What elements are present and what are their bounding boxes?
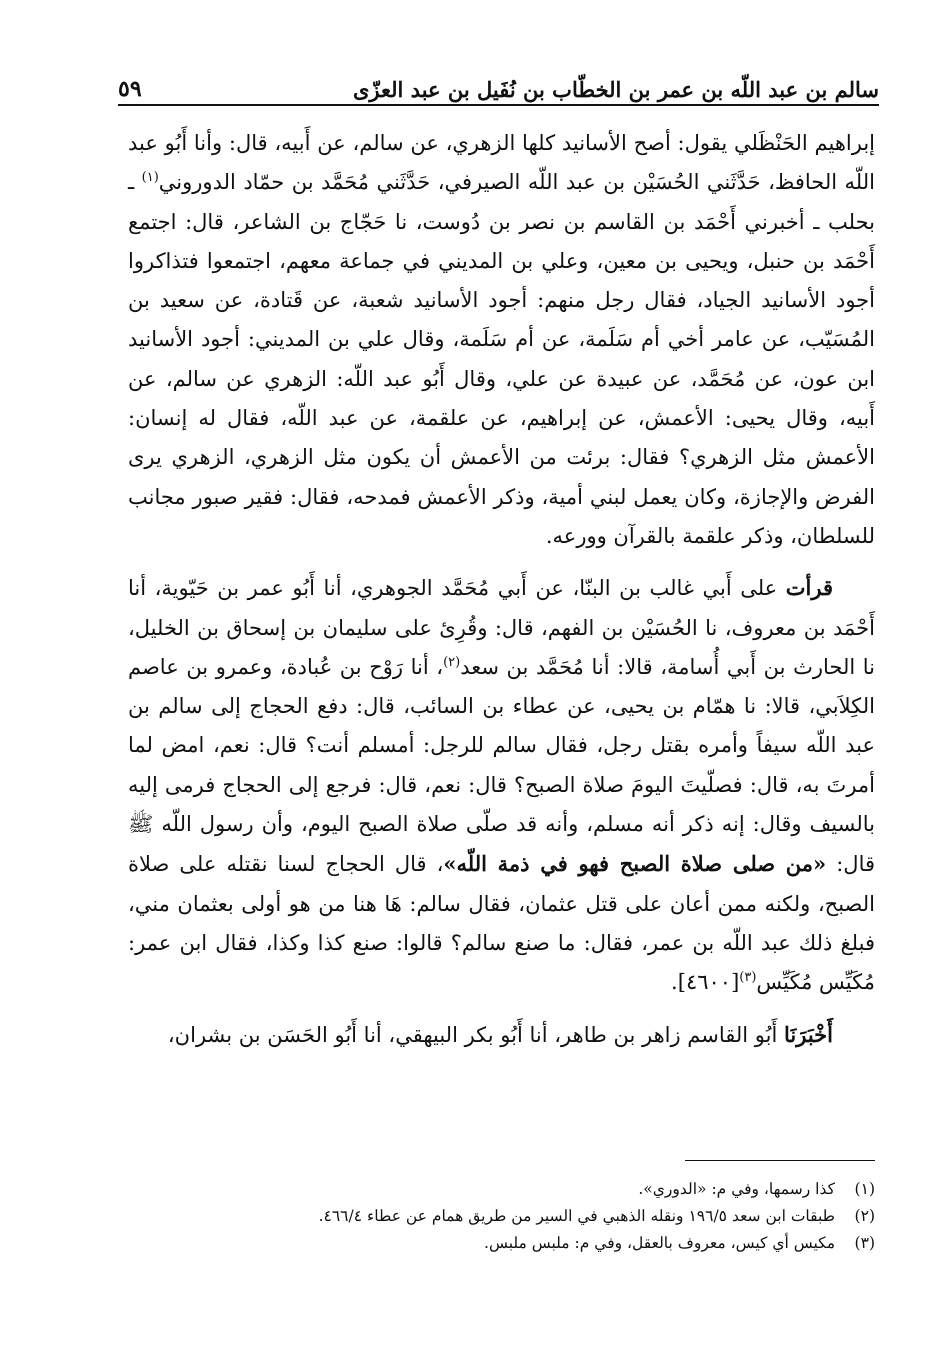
- footnote-2-mark: (٢): [854, 1207, 875, 1225]
- paragraph-3: [128, 1015, 875, 1055]
- footnote-2: [128, 1203, 875, 1230]
- hadith-quote: «من صلى صلاة الصبح فهو في ذمة اللّه»: [443, 851, 827, 877]
- footnote-3-mark: (٣): [854, 1234, 875, 1252]
- footnote-3-text: مكيس أي كيس، معروف بالعقل، وفي م: ملبس ملبس.: [484, 1234, 835, 1252]
- paragraph-2-end: .: [671, 970, 678, 995]
- footnote-3: [128, 1230, 875, 1257]
- paragraph-2-text-c: ، قال الحجاج لسنا نقتله على صلاة الصبح، ولكنه ممن أعان على قتل عثمان، فقال سالم: هَا هنا من هو أولى بعثمان مني، فبلغ ذلك عبد اللّه بن عمر، فقال: ما صنع سالم؟ قالوا: صنع كذا وكذا، فقال ابن عمر: مُكَيِّس مُكَيِّس: [128, 852, 875, 995]
- footnote-1-text: كذا رسمها، وفي م: «الدوري».: [638, 1180, 835, 1198]
- footnotes: [128, 1176, 875, 1257]
- paragraph-3-lead: أَخْبَرَنَا: [784, 1021, 833, 1047]
- paragraph-2-hadith-number: [٤٦٠٠]: [677, 970, 740, 995]
- footnote-ref-2[interactable]: (٢): [443, 654, 461, 670]
- paragraph-2-lead: قرأت: [785, 575, 833, 601]
- page-header: [118, 62, 879, 102]
- paragraph-1: [128, 124, 875, 556]
- paragraph-2-text-a: على أَبي غالب بن البنّا، عن أَبي مُحَمَّد الجوهري، أنا أَبُو عمر بن حَيّوية، أنا أَحْمَد بن معروف، نا الحُسَيْن بن الفهم، قال: وقُرِئ على سليمان بن إسحاق بن الخليل، نا الحارث بن أَبي أُسامة، قالا: أنا مُحَمَّد بن سعد: [128, 576, 875, 679]
- running-title: سالم بن عبد اللّه بن عمر بن الخطّاب بن نُفَيل بن عبد العزّى: [352, 77, 879, 102]
- main-text: [128, 124, 875, 1055]
- paragraph-2: [128, 568, 875, 1002]
- footnote-ref-1[interactable]: (١): [141, 170, 159, 186]
- footnote-2-text: طبقات ابن سعد ١٩٦/٥ ونقله الذهبي في السير من طريق همام عن عطاء ٤٦٦/٤.: [318, 1207, 835, 1225]
- paragraph-3-text: أَبُو القاسم زاهر بن طاهر، أنا أَبُو بكر البيهقي، أنا أَبُو الحَسَن بن بشران،: [167, 1022, 785, 1047]
- paragraph-2-text-b: ، أنا رَوْح بن عُبادة، وعمرو بن عاصم الكِلاَبي، قالا: نا همّام بن يحيى، عن عطاء بن السائب، قال: دفع الحجاج إلى سالم بن عبد اللّه سيفاً وأمره بقتل رجل، فقال سالم للرجل: أمسلم أنت؟ قال: نعم، امض لما أمرتَ به، قال: فصلّيتَ اليومَ صلاة الصبح؟ قال: نعم، قال: فرجع إلى الحجاج فرمى إليه بالسيف وقال: إنه ذكر أنه مسلم، وأنه قد صلّى صلاة الصبح اليوم، وأن رسول اللّه ﷺ قال:: [128, 654, 876, 877]
- header-rule: [118, 104, 879, 106]
- footnote-1-mark: (١): [854, 1180, 875, 1198]
- paragraph-1-text: إبراهيم الحَنْظَلي يقول: أصح الأسانيد كلها الزهري، عن سالم، عن أَبيه، قال: وأنا أَبُو عبد اللّه الحافظ، حَدَّثَني الحُسَيْن بن عبد اللّه الصيرفي، حَدَّثَني مُحَمَّد بن حمّاد الدوروني: [128, 131, 875, 195]
- footnote-ref-3[interactable]: (٣): [739, 970, 757, 986]
- footnote-separator: [685, 1160, 875, 1161]
- page-number: ٥٩: [118, 76, 142, 102]
- paragraph-1-continued: ـ بحلب ـ أخبرني أَحْمَد بن القاسم بن نصر بن دُوست، نا حَجّاج بن الشاعر، قال: اجتمع أَحْمَد بن حنبل، ويحيى بن معين، وعلي بن المديني في جماعة معهم، اجتمعوا فتذاكروا أجود الأسانيد الجياد، فقال رجل منهم: أجود الأسانيد شعبة، عن قَتادة، عن سعيد بن المُسَيّب، عن عامر أخي أم سَلَمة، عن أم سَلَمة، وقال علي بن المديني: أجود الأسانيد ابن عون، عن مُحَمَّد، عن عبيدة عن علي، وقال أَبُو عبد اللّه: الزهري عن سالم، عن أَبيه، وقال يحيى: الأعمش، عن إبراهيم، عن علقمة، عن عبد اللّه، فقال له إنسان: الأعمش مثل الزهري؟ فقال: برئت من الأعمش أن يكون مثل الزهري، الزهري يرى الفرض والإجازة، وكان يعمل لبني أمية، وذكر الأعمش فمدحه، فقال: فقير صبور مجانب للسلطان، وذكر علقمة بالقرآن وورعه.: [128, 170, 875, 548]
- footnote-1: [128, 1176, 875, 1203]
